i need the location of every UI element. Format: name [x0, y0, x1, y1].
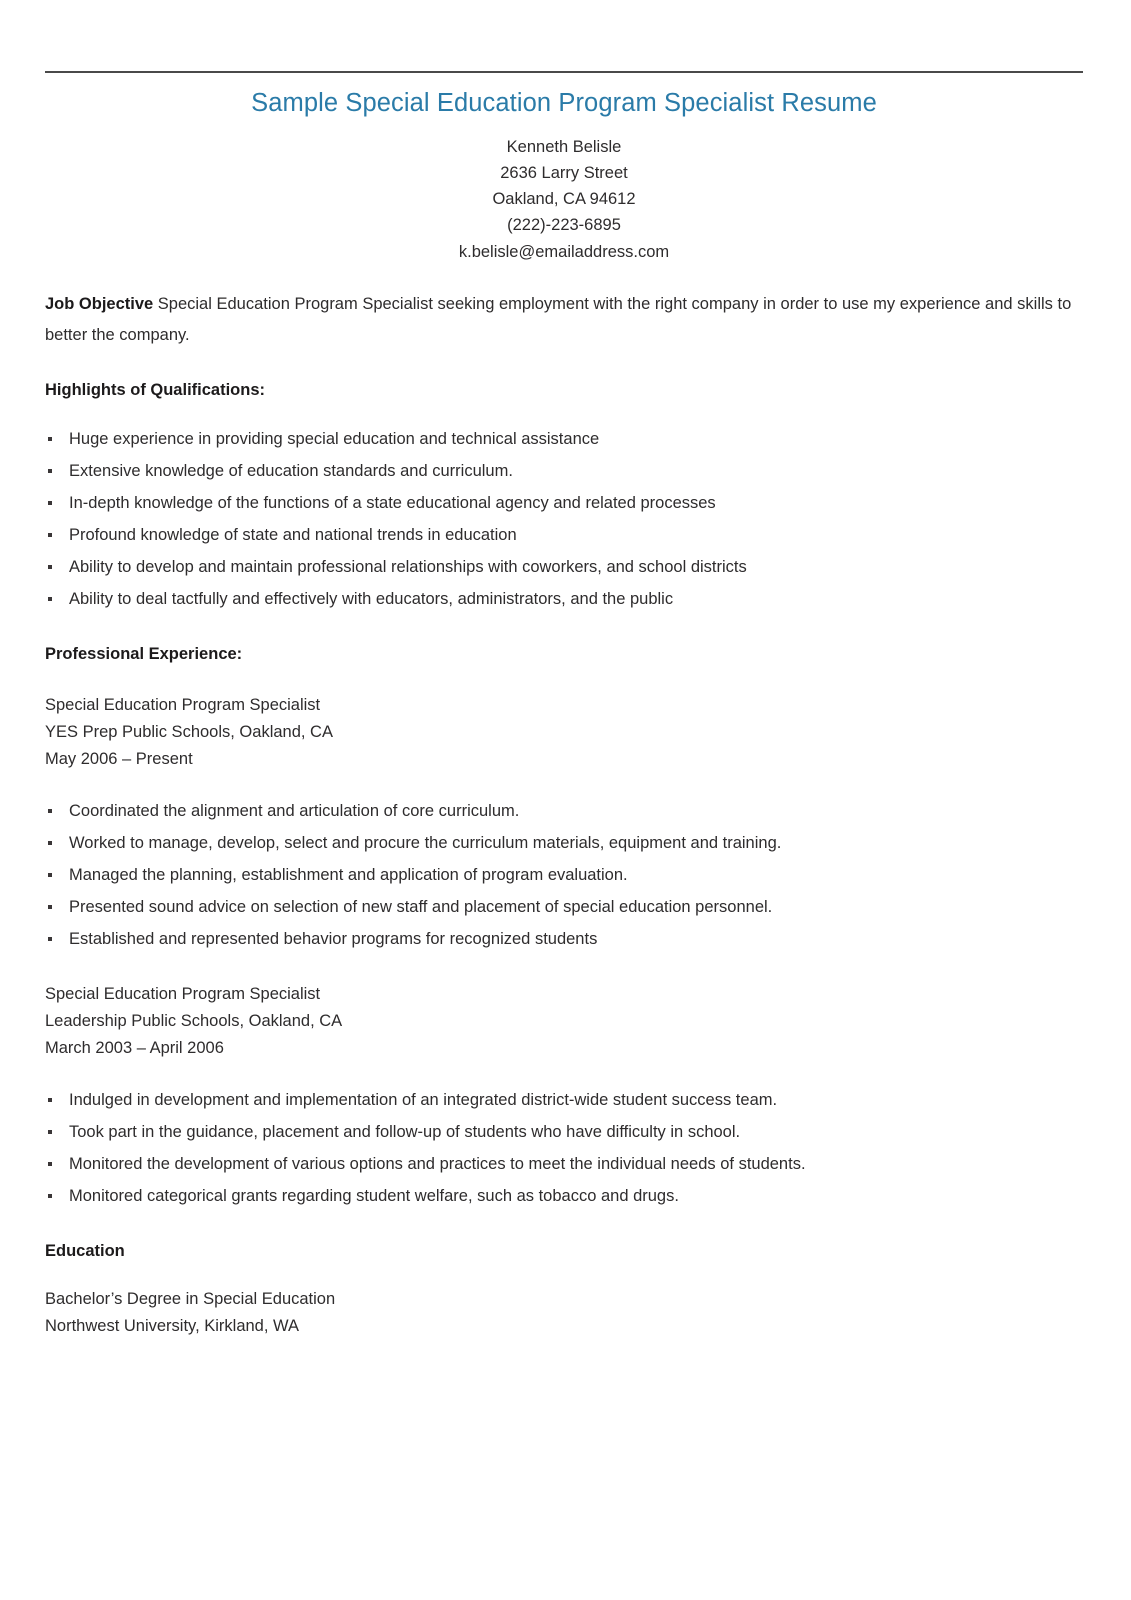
qualifications-list [45, 423, 1083, 615]
square-bullet-icon [48, 533, 52, 537]
list-item [45, 455, 1083, 487]
list-item [45, 423, 1083, 455]
list-item-text: Monitored the development of various options and practices to meet the individual needs of students. [69, 1154, 806, 1173]
square-bullet-icon [48, 905, 52, 909]
square-bullet-icon [48, 937, 52, 941]
education-degree: Bachelor’s Degree in Special Education [45, 1290, 336, 1309]
list-item-text: In-depth knowledge of the functions of a state educational agency and related processes [69, 494, 716, 513]
list-item [45, 923, 1083, 955]
experience-heading: Professional Experience: [45, 645, 243, 664]
contact-city-state-zip: Oakland, CA 94612 [492, 190, 636, 209]
job-title: Special Education Program Specialist [45, 695, 321, 714]
list-item [45, 1116, 1083, 1148]
list-item [45, 795, 1083, 827]
square-bullet-icon [48, 1098, 52, 1102]
square-bullet-icon [48, 873, 52, 877]
education-entry [45, 1286, 1083, 1340]
square-bullet-icon [48, 597, 52, 601]
contact-phone: (222)-223-6895 [507, 216, 621, 235]
job-employer: YES Prep Public Schools, Oakland, CA [45, 722, 333, 741]
list-item-text: Ability to deal tactfully and effectively with educators, administrators, and the public [69, 590, 674, 609]
job-objective-label: Job Objective [45, 294, 154, 313]
list-item [45, 583, 1083, 615]
list-item-text: Indulged in development and implementation of an integrated district-wide student success team. [69, 1090, 778, 1109]
list-item-text: Worked to manage, develop, select and procure the curriculum materials, equipment and training. [69, 833, 782, 852]
job-dates: March 2003 – April 2006 [45, 1038, 224, 1057]
header-divider [45, 71, 1083, 73]
list-item [45, 1084, 1083, 1116]
list-item [45, 1180, 1083, 1212]
job-objective-text: Special Education Program Specialist seeking employment with the right company in order to use my experience and skills to better the company. [45, 294, 1072, 344]
job-dates: May 2006 – Present [45, 749, 193, 768]
square-bullet-icon [48, 841, 52, 845]
square-bullet-icon [48, 437, 52, 441]
job-title: Special Education Program Specialist [45, 984, 321, 1003]
square-bullet-icon [48, 565, 52, 569]
square-bullet-icon [48, 1130, 52, 1134]
experience-duties-list [45, 795, 1083, 955]
experience-entry [45, 981, 1083, 1062]
list-item [45, 891, 1083, 923]
list-item-text: Managed the planning, establishment and application of program evaluation. [69, 865, 628, 884]
square-bullet-icon [48, 501, 52, 505]
list-item-text: Coordinated the alignment and articulation of core curriculum. [69, 801, 520, 820]
list-item-text: Ability to develop and maintain professional relationships with coworkers, and school districts [69, 558, 747, 577]
square-bullet-icon [48, 469, 52, 473]
list-item-text: Huge experience in providing special education and technical assistance [69, 430, 600, 449]
list-item-text: Established and represented behavior programs for recognized students [69, 929, 598, 948]
list-item-text: Monitored categorical grants regarding student welfare, such as tobacco and drugs. [69, 1186, 679, 1205]
square-bullet-icon [48, 809, 52, 813]
contact-email: k.belisle@emailaddress.com [458, 242, 670, 261]
list-item [45, 859, 1083, 891]
experience-entry [45, 692, 1083, 773]
list-item [45, 519, 1083, 551]
list-item [45, 827, 1083, 859]
square-bullet-icon [48, 1162, 52, 1166]
list-item-text: Took part in the guidance, placement and follow-up of students who have difficulty in school. [69, 1122, 741, 1141]
experience-duties-list [45, 1084, 1083, 1212]
list-item [45, 551, 1083, 583]
list-item-text: Presented sound advice on selection of new staff and placement of special education personnel. [69, 897, 773, 916]
contact-street: 2636 Larry Street [500, 164, 628, 183]
qualifications-heading: Highlights of Qualifications: [45, 380, 265, 399]
contact-name: Kenneth Belisle [506, 137, 622, 156]
resume-content [45, 88, 1083, 1340]
page-title: Sample Special Education Program Specialist Resume [251, 89, 877, 117]
job-employer: Leadership Public Schools, Oakland, CA [45, 1011, 343, 1030]
list-item [45, 1148, 1083, 1180]
square-bullet-icon [48, 1194, 52, 1198]
list-item [45, 487, 1083, 519]
list-item-text: Extensive knowledge of education standards and curriculum. [69, 462, 513, 481]
contact-block [45, 134, 1083, 265]
job-objective-paragraph [45, 289, 1083, 351]
education-school: Northwest University, Kirkland, WA [45, 1317, 299, 1336]
list-item-text: Profound knowledge of state and national trends in education [69, 526, 517, 545]
education-heading: Education [45, 1241, 125, 1260]
